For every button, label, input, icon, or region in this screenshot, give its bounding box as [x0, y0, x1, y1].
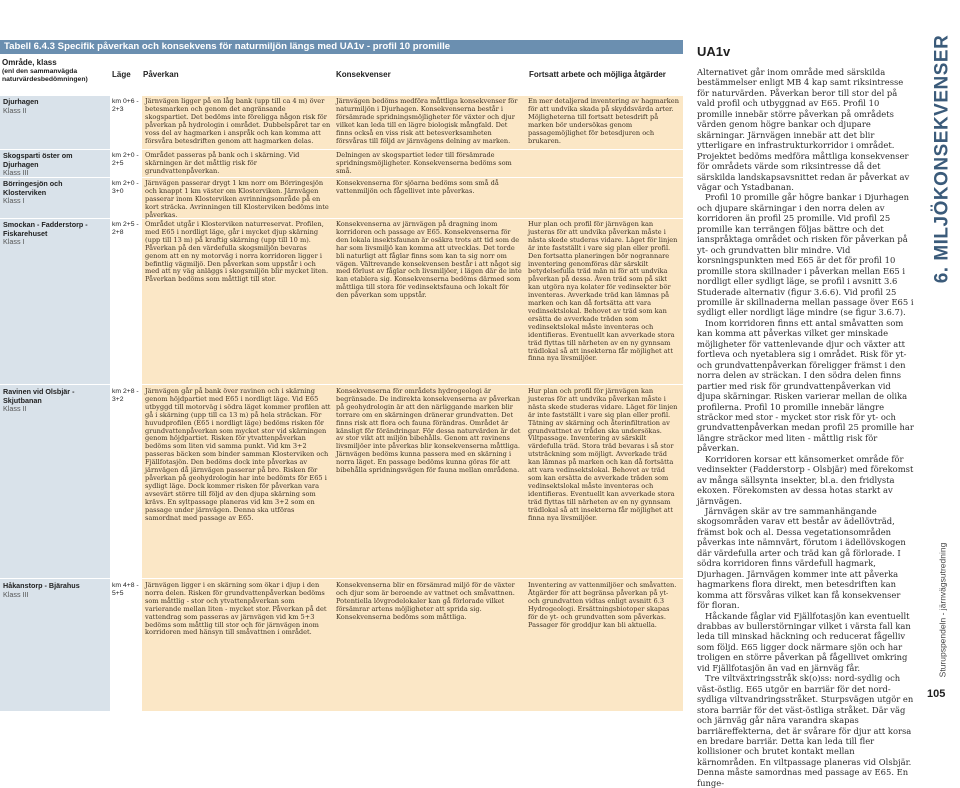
page-number: 105	[927, 688, 946, 700]
report-name-text: Sturupspendeln - järnvägsutredning	[937, 542, 948, 678]
area-class: Klass III	[3, 589, 29, 599]
table-row-km: km 2+0 - 3+0	[112, 180, 139, 196]
table-row-area	[3, 388, 107, 577]
table-row-km: km 2+8 - 3+2	[112, 388, 139, 404]
table-row-paverkan: Järnvägen ligger i en skärning som ökar i djup i den norra delen. Risken för grundvattenpåverkan bedöms som måttlig - stor och ytvattenpåverkan som varierande mellan liten - mycket stor. Påverkan på det vattendrag som passeras av järnvägen vid km 5+3 bedöms som måttlig till stor och för järnvägen inom korridoren med hänsyn till småvattnen i området.	[145, 581, 327, 637]
table-row-konsekvenser: Delningen av skogspartiet leder till försämrade spridningsmöjligheter. Konsekvenserna bedöms som små.	[336, 151, 512, 175]
row-divider	[0, 149, 683, 150]
header-paverkan: Påverkan	[143, 70, 179, 79]
section-title: UA1v	[697, 44, 731, 59]
body-text	[697, 67, 915, 788]
table-row-paverkan: Järnvägen ligger på en låg bank (upp till ca 4 m) över betesmarken och genom det angränsande skogspartiet. Det bedöms inte föreligga någon risk för påverkan på hydrologin i området. Dubbelspåret tar en voss del av hagmarken i anspråk och kan komma att försvåra betesdriften genom att hagmarken delas.	[145, 97, 331, 145]
area-name: Ravinen vid Olsbjär - Skjutbanan	[3, 387, 75, 405]
table-row-fortsatt: Hur plan och profil för järnvägen kan justeras för att undvika påverkan måste i nästa skede studeras vidare. Läget för linjen är inte fastställt i vare sig plan eller profil. Tätning av skärning och återinfiltration av grundvattnet av tråden ska undersökas. Viltpassage. Inventering av särskilt värdefulla träd. Stora träd bevaras i så stor utsträckning som möjligt. Avverkade träd kan lämnas på marken och kan då fortsätta att vara vedinsektslokal. Behovet av träd som kan ersätta de avverkade träden som vedinsektslokal måste inventeras och identifieras. Eventuellt kan avverkade stora träd flyttas till närheten av en ny gynnsam trädlokal så att insekterna får möjlighet att finna nya livsmiljöer.	[528, 387, 678, 522]
paragraph: Inom korridoren finns ett antal småvatten som kan komma att påverkas vilket ger minskade möjligheter för vattenlevande djur och växter att fortleva och nyetablera sig i området. Risk för yt- och grundvattenpåverkan föreligger främst i den norra delen av sträckan. I den södra delen finns partier med risk för grundvattenpåverkan vid djupa skärningar. Risken varierar mellan de olika profilerna. Profil 10 promille innebär längre sträckor med stor - mycket stor risk för yt- och grundvattenpåverkan medan profil 25 promille har längre sträckor med liten - måttlig risk för påverkan.	[697, 317, 914, 454]
table-row-km: km 4+8 - 5+5	[112, 582, 139, 598]
table-row-paverkan: Järnvägen går på bank över ravinen och i skärning genom höjdpartiet med E65 i nordligt läge. Vid E65 utbyggd till motorväg i södra läget kommer profilen att gå i skärning (upp till ca 13 m) på hela sträckan. För huvudprofilen (E65 i nordligt läge) bedöms risken för grundvattenpåverkan som mycket stor vid skärningen genom höjdpartiet. Risken för ytvattenpåverkan bedöms som liten vid samma punkt. Vid km 3+2 passeras bäcken som binder samman Klosterviken och Fjällfotasjön. Den bedöms dock inte påverkas av järnvägen då järnvägen passerar på bro. Risken för påverkan på geohydrologin har inte bedömts för E65 i sydligt läge. Dock kommer risken för påverkan vara avsevärt större till följd av den djupa skärning som krävs. En syltpassage planeras vid km 3+2 som en passage under järnvägen. Denna ska utföras samordnat med passage av E65.	[145, 387, 331, 522]
table-row-konsekvenser: Konsekvenserna för sjöarna bedöms som små då vattenmiljön och fågellivet inte påverkas.	[336, 179, 499, 195]
paragraph: Alternativet går inom område med särskilda bestämmelser enligt MB 4 kap samt riksintresse för naturvärden. Påverkan beror till stor del på vald profil och utbyggnad av E65. Profil 10 promille innebär större påverkan på områdets värden genom högre bankar och djupare skärningar. Järnvägen innebär att det blir ytterligare en infrastrukturkorridor i området. Projektet bedöms medföra måttliga konsekvenser för områdets värde som riksintresse då det särskilda landskapsavsnittet redan är påverkat av vägar och Ystadbanan.	[697, 67, 910, 192]
row-divider	[0, 384, 683, 385]
table-row-konsekvenser: Konsekvenserna blir en försämrad miljö för de växter och djur som är beroende av vattnet och småvattnen. Potentiella lövgrodelokaler kan gå förlorade vilket försämrar artens möjligheter att sprida sig. Konsekvenserna bedöms som måttliga.	[336, 581, 515, 621]
header-konsekvenser: Konsekvenser	[336, 70, 391, 79]
table-row-fortsatt: Inventering av vattenmiljöer och småvatten. Åtgärder för att begränsa påverkan på yt- och grundvatten vidtas enligt avsnitt 6.3 Hydrogeologi. Ersättningsbiotoper skapas för de yt- och grundvatten som påverkas. Passager för groddjur kan bli aktuella.	[528, 581, 677, 629]
table-row-paverkan: Området utgår i Klosterviken naturreservat. Profilen, med E65 i nordligt läge, går i mycket djup skärning (upp till 13 m) på kraftig skärning (upp till 10 m). Påverkan på den värdefulla skogsmiljön bevaras genom att en ny motorväg i norra korridoren ligger i befintlig vägmiljö. Den påverkan som uppstår i och med att ny väg anläggs i skogsmiljön blir mycket liten. Påverkan bedöms som måttligt till stor.	[145, 220, 329, 284]
area-class: Klass III	[3, 168, 29, 178]
area-name: Djurhagen	[3, 97, 39, 106]
paragraph: Järnvägen skär av tre sammanhängande skogsområden varav ett består av ädellövträd, främst bok och al. Dessa vegetationsområden påverkas inte nämnvärt, förutom i ädellövskogen där värdefulla arter och träd kan gå förlorade. I södra korridoren finns värdefull hagmark, Djurhagen. Järnvägen kommer inte att påverka hagmarkens flora direkt, men betesdriften kan komma att försvåras vilket kan få konsekvenser för floran.	[697, 506, 906, 611]
table-row-area	[3, 152, 107, 176]
table-row-fortsatt	[528, 180, 680, 217]
report-name	[924, 530, 960, 690]
table-row-km: km 2+0 - 2+5	[112, 152, 139, 168]
table-row-km: km 2+5 - 2+8	[112, 221, 139, 237]
paragraph: Tre viltväxtringsstråk sk(o)ss: nord-sydlig och väst-östlig. E65 utgör en barriär för det nord-sydliga viltvandringsstråket. Sturpsvägen utgör en stora barriär för det väst-östliga stråket. Där väg och järnväg går nära varandra skapas barriäreffekterna, det är svårare för djur att korsa en bredare barriär. Detta kan leda till fler kollisioner och brutet kontakt mellan kärnområden. En viltpassage planeras vid Olsbjär. Denna måste samordnas med passage av E65. En funge-	[697, 673, 914, 788]
table-row-fortsatt: Hur plan och profil för järnvägen kan justeras för att undvika påverkan måste i nästa skede studeras vidare. Läget för linjen är inte fastställt i vare sig plan eller profil. Den fortsatta planeringen bör nogrannare inventering genomföras där särskilt betydelsefulla träd män ni för att undvika påverkan på dessa. Även träd som på sikt kan utgöra nya kolater för vedinsekter bör inventeras. Avverkade träd kan lämnas på marken och kan då fortsätta att vara vedinsektslokal. Behovet av träd som kan ersätta de avverkade träden som vedinsektslokal måste inventeras och identifieras. Eventuellt kan avverkade stora träd flyttas till närheten av en ny gynnsam trädlokal så att insekterna får möjlighet att finna nya livsmiljöer.	[528, 220, 678, 363]
table-title: Tabell 6.4.3 Specifik påverkan och konsekvens för naturmiljön längs med UA1v - profil 10 promille	[0, 40, 683, 54]
paragraph: Håckande fåglar vid Fjällfotasjön kan eventuellt drabbas av bullerstörningar vilket i värsta fall kan leda till minskad häckning och reducerat fågelliv som följd. E65 ligger dock närmare sjön och har troligen en större påverkan på fågellivet omkring vid Fjällfotasjön än vad en järnväg får.	[697, 610, 911, 673]
paragraph: Profil 10 promille går högre bankar i Djurhagen och djupare skärningar i den norra delen av korridoren än profil 25 promille. Vid profil 25 promille kan terrängen följas bättre och det ianspråktaga området och risken för påverkan på yt- och grundvatten blir mindre. Vid korsningspunkten med E65 är det för profil 10 promille stora skillnader i påverkan mellan E65 i nordligt eller sydligt läge, se profil i avsnitt 3.6 Studerade alternativ (figur 3.6.6). Vid profil 25 promille är skillnaderna mellan passage över E65 i sydligt eller nordligt läge mindre (se figur 3.6.7).	[697, 192, 914, 318]
area-class: Klass I	[3, 237, 25, 247]
table-row-konsekvenser: Järnvägen bedöms medföra måttliga konsekvenser för naturmiljön i Djurhagen. Konsekvenserna består i försämrade spridningsmöjligheter för växter och djur vilket kan leda till en lägre biologisk mångfald. Det finns också en viss risk att betesverksamheten försvåras till följd av järnvägens delning av marken.	[336, 97, 518, 145]
area-class: Klass II	[3, 105, 27, 115]
row-divider	[0, 578, 683, 579]
table-header-row	[0, 56, 683, 94]
table-row-area	[3, 180, 107, 217]
row-divider	[0, 218, 683, 219]
header-area-sub: (enl den sammanvägda naturvärdesbedömningen)	[2, 67, 88, 83]
table-row-area	[3, 98, 107, 148]
table-row-area	[3, 221, 107, 383]
header-lage: Läge	[112, 70, 131, 79]
paragraph: Korridoren korsar ett känsomerket område för vedinsekter (Fadderstorp - Olsbjär) med förekomst av många sällsynta insekter, bl.a. den fridlysta ekoxen. Förekomsten av dessa hotas starkt av järnvägen.	[697, 453, 914, 506]
chapter-title	[924, 24, 960, 294]
table-row-paverkan: Järnvägen passerar drygt 1 km norr om Börringesjön och knappt 1 km väster om Klosterviken. Järnvägen passerar inom Klosterviken avrinningsområde på en kort sträcka. Avrinningen till Klosterviken bedöms inte påverkas.	[145, 179, 329, 219]
area-name: Skogsparti öster om Djurhagen	[3, 151, 73, 169]
table-row-km: km 0+6 - 2+3	[112, 98, 139, 114]
area-class: Klass II	[3, 404, 27, 414]
area-name: Börringesjön och Klosterviken	[3, 179, 63, 197]
header-area	[2, 59, 106, 85]
header-area-label: Område, klass	[2, 58, 57, 67]
table-row-area	[3, 582, 107, 632]
area-name: Håkanstorp - Bjärahus	[3, 581, 80, 590]
table-row-fortsatt	[528, 152, 680, 176]
area-name: Smockan - Fadderstorp - Fiskarehuset	[3, 220, 88, 238]
area-class: Klass I	[3, 196, 25, 206]
table-row-konsekvenser: Konsekvenserna av järnvägen på dragning inom korridoren och passage av E65. Konsekvenserna för den lokala insektsfaunan är osäkra trots att tid som de har som livsmiljö kan komma att utvecklas. Det torde bli naturligt att fåglar finns som kan ta sig norr om vägen. Vältrevande konsekvensen består i att något sig med förlust av fåglar och livsmiljöer, i lägen där de inte kan etablera sig. Konsekvenserna bedöms därmed som måttliga till stora för vedinsektsfauna och lokalt för den påverkan som uppstår.	[336, 220, 522, 300]
table-row-paverkan: Området passeras på bank och i skärning. Vid skärningen är det måttlig risk för grundvattenpåverkan.	[145, 151, 300, 175]
table-row-fortsatt: En mer detaljerad inventering av hagmarken för att undvika skada på skyddsvärda arter. Möjligheterna till fortsatt betesdrift på marken bör undersökas genom passagemöjlighet för betesdjuren och brukaren.	[528, 97, 679, 145]
header-fortsatt: Fortsatt arbete och möjliga åtgärder	[529, 70, 666, 79]
chapter-title-text: 6. MILJÖKONSEKVENSER	[931, 34, 953, 284]
article-column	[693, 0, 960, 788]
table-row-konsekvenser: Konsekvenserna för områdets hydrogeologi är begränsade. De indirekta konsekvenserna av påverkan på geohydrologin är att den närliggande marken blir torrare om en skärningen dränerar grundvatten. Det finns risk att flora och fauna förändras. Området är känsligt för förändringar. För dessa naturvärden är det av stor vikt att miljön bibehålls. Genom att ravinens livsmiljöer inte påverkas blir konsekvenserna måttliga. Järnvägen bedöms kunna passera med en skärning i norra läget. En passage bedöms kunna göras för att bibehålla spridningsvägen för fauna mellan områdena.	[336, 387, 521, 475]
